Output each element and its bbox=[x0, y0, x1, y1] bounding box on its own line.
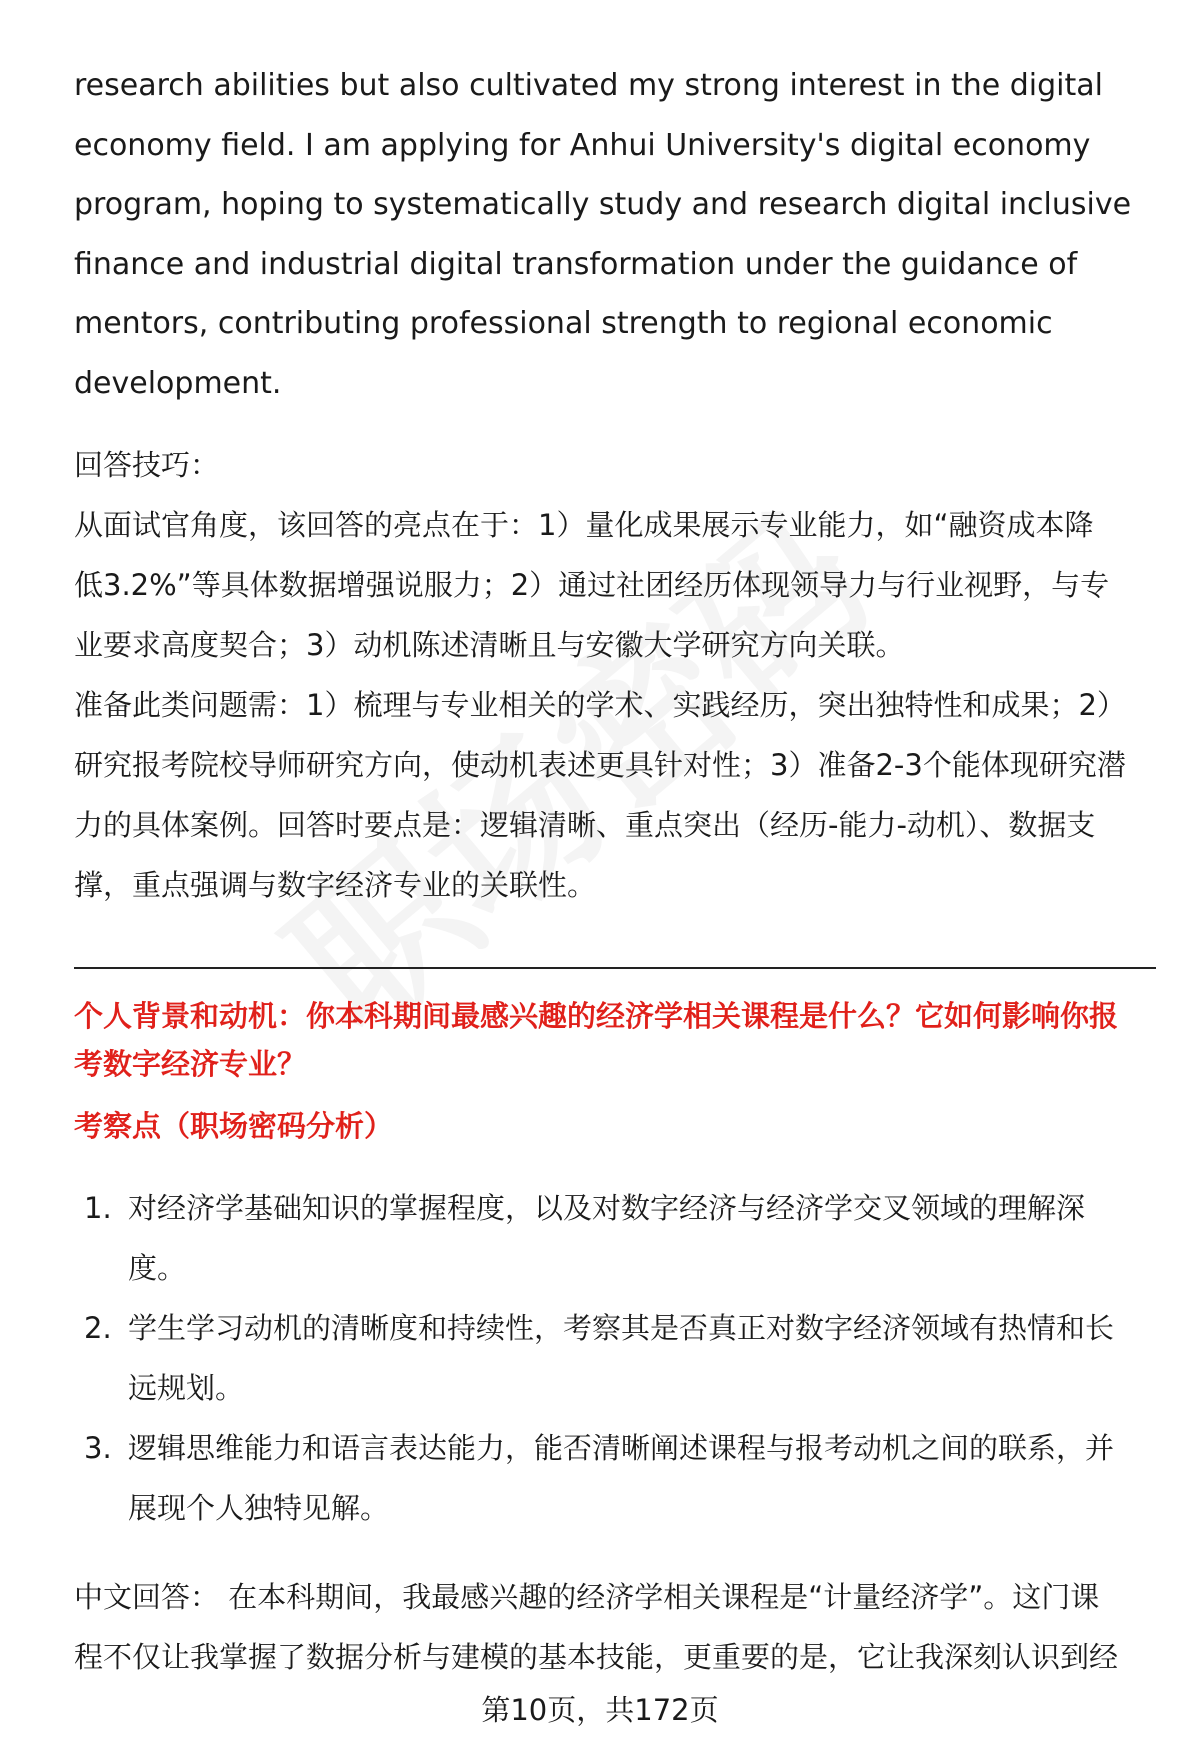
tips-line: 准备此类问题需：1）梳理与专业相关的学术、实践经历，突出独特性和成果；2） bbox=[74, 688, 1126, 722]
tips-line: 研究报考院校导师研究方向，使动机表述更具针对性；3）准备2-3个能体现研究潜 bbox=[74, 748, 1126, 782]
list-item bbox=[74, 1178, 1154, 1298]
list-item-line: 度。 bbox=[128, 1251, 187, 1285]
paragraph-line: program, hoping to systematically study and research digital inclusive bbox=[74, 187, 1132, 222]
list-item bbox=[74, 1418, 1154, 1538]
tips-line: 从面试官角度，该回答的亮点在于：1）量化成果展示专业能力，如“融资成本降 bbox=[74, 508, 1094, 542]
tips-title: 回答技巧： bbox=[74, 448, 220, 482]
paragraph-line: finance and industrial digital transformation under the guidance of bbox=[74, 246, 1078, 282]
assessment-points-list bbox=[74, 1178, 1154, 1538]
question-heading bbox=[74, 992, 1118, 1088]
list-number: 2. bbox=[84, 1311, 112, 1345]
english-paragraph bbox=[74, 0, 1154, 413]
list-item-line: 逻辑思维能力和语言表达能力，能否清晰阐述课程与报考动机之间的联系，并 bbox=[128, 1431, 1115, 1465]
paragraph-line: economy field. I am applying for Anhui University's digital economy bbox=[74, 127, 1091, 163]
assessment-points-title: 考察点（职场密码分析） bbox=[74, 1109, 394, 1143]
tips-line: 撑，重点强调与数字经济专业的关联性。 bbox=[74, 868, 597, 902]
tips-line: 力的具体案例。回答时要点是：逻辑清晰、重点突出（经历-能力-动机）、数据支 bbox=[74, 808, 1096, 842]
tips-line: 业要求高度契合；3）动机陈述清晰且与安徽大学研究方向关联。 bbox=[74, 628, 905, 662]
document-page bbox=[74, 0, 1154, 915]
paragraph-line: research abilities but also cultivated my strong interest in the digital bbox=[74, 68, 1103, 103]
tips-line: 低3.2%”等具体数据增强说服力；2）通过社团经历体现领导力与行业视野，与专 bbox=[74, 568, 1110, 602]
section-divider bbox=[74, 967, 1156, 969]
question-line: 考数字经济专业？ bbox=[74, 1047, 307, 1081]
list-item-line: 学生学习动机的清晰度和持续性，考察其是否真正对数字经济领域有热情和长 bbox=[128, 1311, 1115, 1345]
page-number-footer: 第10页，共172页 bbox=[481, 1693, 719, 1727]
answer-line: 程不仅让我掌握了数据分析与建模的基本技能，更重要的是，它让我深刻认识到经 bbox=[74, 1640, 1119, 1674]
list-number: 3. bbox=[84, 1431, 112, 1465]
paragraph-line: mentors, contributing professional strength to regional economic bbox=[74, 306, 1053, 341]
paragraph-line: development. bbox=[74, 365, 282, 401]
chinese-answer bbox=[74, 1567, 1118, 1687]
list-number: 1. bbox=[84, 1191, 112, 1225]
list-item-line: 远规划。 bbox=[128, 1371, 245, 1405]
list-item-line: 对经济学基础知识的掌握程度，以及对数字经济与经济学交叉领域的理解深 bbox=[128, 1191, 1086, 1225]
list-item-line: 展现个人独特见解。 bbox=[128, 1491, 390, 1525]
question-line: 个人背景和动机：你本科期间最感兴趣的经济学相关课程是什么？它如何影响你报 bbox=[74, 999, 1119, 1033]
tips-section bbox=[74, 435, 1154, 915]
list-item bbox=[74, 1298, 1154, 1418]
answer-line: 中文回答： 在本科期间，我最感兴趣的经济学相关课程是“计量经济学”。这门课 bbox=[74, 1580, 1100, 1614]
